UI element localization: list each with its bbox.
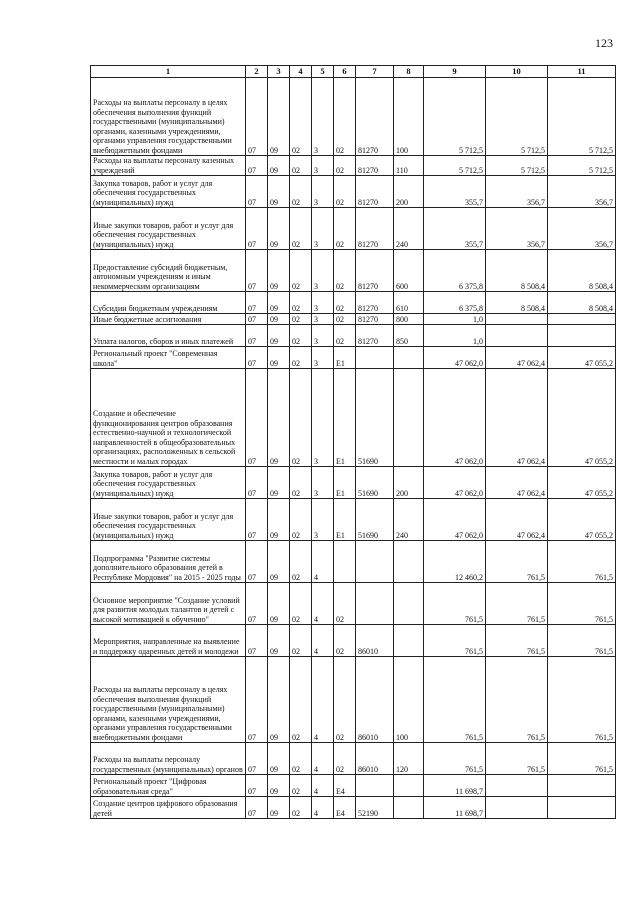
amount-cell: 355,7	[424, 208, 486, 250]
amount-cell: 47 062,0	[424, 369, 486, 467]
code-cell: 120	[394, 743, 424, 775]
code-cell: 02	[334, 250, 356, 292]
code-cell: 09	[268, 250, 290, 292]
code-cell: 600	[394, 250, 424, 292]
amount-cell: 761,5	[486, 657, 548, 743]
row-name-cell: Региональный проект "Цифровая образовательная среда"	[91, 775, 246, 797]
amount-cell: 356,7	[486, 208, 548, 250]
table-row	[91, 176, 616, 208]
code-cell	[356, 775, 394, 797]
amount-cell: 11 698,7	[424, 775, 486, 797]
column-header: 6	[334, 66, 356, 78]
code-cell: 02	[290, 743, 312, 775]
column-header: 3	[268, 66, 290, 78]
code-cell	[356, 347, 394, 369]
amount-cell: 5 712,5	[424, 78, 486, 156]
table-row	[91, 583, 616, 625]
code-cell: 02	[334, 176, 356, 208]
code-cell: 81270	[356, 156, 394, 176]
code-cell: 4	[312, 583, 334, 625]
code-cell: 100	[394, 78, 424, 156]
amount-cell: 5 712,5	[548, 156, 616, 176]
code-cell: 07	[246, 347, 268, 369]
code-cell: 3	[312, 325, 334, 347]
amount-cell: 8 508,4	[486, 292, 548, 314]
code-cell: E4	[334, 797, 356, 819]
code-cell: 4	[312, 797, 334, 819]
amount-cell: 47 062,4	[486, 347, 548, 369]
code-cell: 09	[268, 775, 290, 797]
amount-cell	[486, 775, 548, 797]
code-cell: 09	[268, 499, 290, 541]
amount-cell: 12 460,2	[424, 541, 486, 583]
amount-cell	[548, 797, 616, 819]
table-header-row	[91, 66, 616, 78]
code-cell	[394, 541, 424, 583]
row-name-cell: Субсидии бюджетным учреждениям	[91, 292, 246, 314]
amount-cell	[548, 325, 616, 347]
code-cell: 09	[268, 467, 290, 499]
amount-cell: 8 508,4	[548, 250, 616, 292]
code-cell: 850	[394, 325, 424, 347]
code-cell: 86010	[356, 657, 394, 743]
code-cell: 81270	[356, 292, 394, 314]
code-cell: 3	[312, 314, 334, 325]
amount-cell: 761,5	[486, 625, 548, 657]
column-header: 9	[424, 66, 486, 78]
table-row	[91, 369, 616, 467]
code-cell: 3	[312, 292, 334, 314]
code-cell: 86010	[356, 625, 394, 657]
table-row	[91, 499, 616, 541]
code-cell: 02	[334, 325, 356, 347]
column-header: 11	[548, 66, 616, 78]
code-cell: 02	[334, 743, 356, 775]
amount-cell: 761,5	[548, 743, 616, 775]
amount-cell: 8 508,4	[486, 250, 548, 292]
row-name-cell: Расходы на выплаты персоналу в целях обеспечения выполнения функций государственными (муниципальными) органами, казенными учреждениями, органами управления государственными внебюджетными фондами	[91, 657, 246, 743]
code-cell: 86010	[356, 743, 394, 775]
code-cell: 81270	[356, 325, 394, 347]
code-cell: 02	[290, 156, 312, 176]
row-name-cell: Мероприятия, направленные на выявление и поддержку одаренных детей и молодежи	[91, 625, 246, 657]
code-cell: 3	[312, 467, 334, 499]
code-cell: 07	[246, 156, 268, 176]
table-row	[91, 314, 616, 325]
row-name-cell: Предоставление субсидий бюджетным, автономным учреждениям и иным некоммерческим организациям	[91, 250, 246, 292]
amount-cell	[548, 314, 616, 325]
code-cell: 51690	[356, 467, 394, 499]
code-cell: 09	[268, 314, 290, 325]
code-cell: 02	[334, 292, 356, 314]
amount-cell: 5 712,5	[548, 78, 616, 156]
row-name-cell: Закупка товаров, работ и услуг для обеспечения государственных (муниципальных) нужд	[91, 176, 246, 208]
column-header: 4	[290, 66, 312, 78]
row-name-cell: Расходы на выплаты персоналу казенных учреждений	[91, 156, 246, 176]
code-cell: 02	[290, 347, 312, 369]
code-cell: 09	[268, 625, 290, 657]
code-cell: 52190	[356, 797, 394, 819]
amount-cell: 47 062,4	[486, 369, 548, 467]
row-name-cell: Создание центров цифрового образования детей	[91, 797, 246, 819]
code-cell: 07	[246, 176, 268, 208]
column-header: 7	[356, 66, 394, 78]
code-cell: 02	[290, 797, 312, 819]
table-row	[91, 797, 616, 819]
code-cell: 07	[246, 743, 268, 775]
row-name-cell: Расходы на выплаты персоналу государственных (муниципальных) органов	[91, 743, 246, 775]
row-name-cell: Иные закупки товаров, работ и услуг для обеспечения государственных (муниципальных) нужд	[91, 208, 246, 250]
amount-cell: 761,5	[548, 541, 616, 583]
code-cell: 09	[268, 369, 290, 467]
amount-cell: 761,5	[486, 743, 548, 775]
table-row	[91, 467, 616, 499]
code-cell: 07	[246, 250, 268, 292]
amount-cell: 761,5	[486, 583, 548, 625]
row-name-cell: Подпрограмма "Развитие системы дополнительного образования детей в Республике Мордовия" на 2015 - 2025 годы	[91, 541, 246, 583]
code-cell	[394, 583, 424, 625]
code-cell	[394, 347, 424, 369]
table-row	[91, 775, 616, 797]
amount-cell: 47 062,4	[486, 499, 548, 541]
amount-cell: 47 055,2	[548, 369, 616, 467]
code-cell: 02	[290, 775, 312, 797]
code-cell: 02	[290, 208, 312, 250]
amount-cell	[486, 314, 548, 325]
code-cell: 02	[290, 369, 312, 467]
amount-cell: 1,0	[424, 314, 486, 325]
table-row	[91, 292, 616, 314]
amount-cell: 5 712,5	[486, 156, 548, 176]
column-header: 1	[91, 66, 246, 78]
table-body	[91, 78, 616, 819]
table-row	[91, 325, 616, 347]
code-cell: 07	[246, 78, 268, 156]
code-cell: 07	[246, 314, 268, 325]
code-cell: 09	[268, 797, 290, 819]
code-cell: E1	[334, 467, 356, 499]
table-row	[91, 743, 616, 775]
amount-cell: 1,0	[424, 325, 486, 347]
table-row	[91, 78, 616, 156]
code-cell: 81270	[356, 78, 394, 156]
code-cell: 02	[334, 156, 356, 176]
column-header: 8	[394, 66, 424, 78]
code-cell: 07	[246, 541, 268, 583]
row-name-cell: Иные бюджетные ассигнования	[91, 314, 246, 325]
column-header: 10	[486, 66, 548, 78]
code-cell: 09	[268, 325, 290, 347]
code-cell: 09	[268, 292, 290, 314]
code-cell	[394, 369, 424, 467]
code-cell: 09	[268, 657, 290, 743]
amount-cell: 8 508,4	[548, 292, 616, 314]
code-cell: 3	[312, 156, 334, 176]
code-cell: 07	[246, 208, 268, 250]
code-cell: 3	[312, 208, 334, 250]
code-cell: 02	[290, 176, 312, 208]
code-cell: 100	[394, 657, 424, 743]
amount-cell: 761,5	[424, 583, 486, 625]
code-cell: 07	[246, 625, 268, 657]
table-row	[91, 541, 616, 583]
code-cell: 09	[268, 78, 290, 156]
amount-cell: 11 698,7	[424, 797, 486, 819]
code-cell: 4	[312, 657, 334, 743]
code-cell: 02	[290, 78, 312, 156]
code-cell: 3	[312, 250, 334, 292]
row-name-cell: Закупка товаров, работ и услуг для обеспечения государственных (муниципальных) нужд	[91, 467, 246, 499]
row-name-cell: Расходы на выплаты персоналу в целях обеспечения выполнения функций государственными (муниципальными) органами, казенными учреждениями, органами управления государственными внебюджетными фондами	[91, 78, 246, 156]
code-cell: 09	[268, 156, 290, 176]
amount-cell: 6 375,8	[424, 292, 486, 314]
code-cell	[356, 541, 394, 583]
code-cell: 07	[246, 775, 268, 797]
amount-cell: 761,5	[424, 657, 486, 743]
amount-cell: 5 712,5	[424, 156, 486, 176]
amount-cell: 761,5	[424, 743, 486, 775]
code-cell: 02	[290, 541, 312, 583]
code-cell: 51690	[356, 499, 394, 541]
amount-cell: 761,5	[486, 541, 548, 583]
code-cell: 07	[246, 369, 268, 467]
code-cell: 07	[246, 657, 268, 743]
amount-cell: 47 055,2	[548, 467, 616, 499]
amount-cell	[486, 325, 548, 347]
code-cell	[394, 797, 424, 819]
code-cell: 02	[290, 583, 312, 625]
code-cell: 02	[290, 325, 312, 347]
table-row	[91, 657, 616, 743]
code-cell: 800	[394, 314, 424, 325]
code-cell: 07	[246, 583, 268, 625]
row-name-cell: Основное мероприятие "Создание условий для развития молодых талантов и детей с высокой мотивацией к обучению"	[91, 583, 246, 625]
code-cell: 02	[290, 314, 312, 325]
amount-cell: 761,5	[424, 625, 486, 657]
code-cell: 3	[312, 369, 334, 467]
page-number: 123	[595, 36, 613, 50]
amount-cell: 761,5	[548, 583, 616, 625]
code-cell: 09	[268, 541, 290, 583]
code-cell: 3	[312, 499, 334, 541]
amount-cell: 356,7	[548, 208, 616, 250]
amount-cell: 47 055,2	[548, 347, 616, 369]
code-cell	[394, 775, 424, 797]
code-cell: 02	[290, 467, 312, 499]
code-cell: 07	[246, 325, 268, 347]
code-cell: 02	[334, 78, 356, 156]
code-cell: 51690	[356, 369, 394, 467]
code-cell: 3	[312, 347, 334, 369]
code-cell: 02	[334, 583, 356, 625]
row-name-cell: Иные закупки товаров, работ и услуг для обеспечения государственных (муниципальных) нужд	[91, 499, 246, 541]
amount-cell: 761,5	[548, 657, 616, 743]
table-row	[91, 250, 616, 292]
code-cell: 240	[394, 208, 424, 250]
amount-cell: 47 062,0	[424, 347, 486, 369]
code-cell: 200	[394, 176, 424, 208]
code-cell: 09	[268, 347, 290, 369]
code-cell: 02	[334, 314, 356, 325]
row-name-cell: Региональный проект "Современная школа"	[91, 347, 246, 369]
table-row	[91, 347, 616, 369]
budget-table	[90, 65, 616, 819]
code-cell: 07	[246, 467, 268, 499]
code-cell: 240	[394, 499, 424, 541]
code-cell: 4	[312, 743, 334, 775]
amount-cell: 356,7	[548, 176, 616, 208]
code-cell: E1	[334, 499, 356, 541]
code-cell: 110	[394, 156, 424, 176]
code-cell: 3	[312, 78, 334, 156]
code-cell: 07	[246, 499, 268, 541]
code-cell: 02	[290, 499, 312, 541]
amount-cell: 47 055,2	[548, 499, 616, 541]
code-cell: 09	[268, 176, 290, 208]
code-cell: 09	[268, 583, 290, 625]
amount-cell: 761,5	[548, 625, 616, 657]
table-row	[91, 156, 616, 176]
code-cell: 81270	[356, 176, 394, 208]
code-cell: 09	[268, 743, 290, 775]
code-cell: 81270	[356, 208, 394, 250]
amount-cell: 5 712,5	[486, 78, 548, 156]
code-cell: 02	[334, 625, 356, 657]
code-cell: E1	[334, 369, 356, 467]
amount-cell: 47 062,4	[486, 467, 548, 499]
code-cell: 81270	[356, 250, 394, 292]
code-cell: 09	[268, 208, 290, 250]
table-row	[91, 625, 616, 657]
code-cell	[394, 625, 424, 657]
code-cell	[334, 541, 356, 583]
amount-cell	[548, 775, 616, 797]
code-cell: 4	[312, 541, 334, 583]
code-cell: 200	[394, 467, 424, 499]
table-row	[91, 208, 616, 250]
code-cell: 02	[290, 657, 312, 743]
code-cell: 02	[290, 292, 312, 314]
code-cell: 02	[334, 657, 356, 743]
row-name-cell: Уплата налогов, сборов и иных платежей	[91, 325, 246, 347]
code-cell: E4	[334, 775, 356, 797]
amount-cell: 355,7	[424, 176, 486, 208]
code-cell	[356, 583, 394, 625]
code-cell: 02	[334, 208, 356, 250]
code-cell: 3	[312, 176, 334, 208]
code-cell: 4	[312, 625, 334, 657]
code-cell: 07	[246, 797, 268, 819]
code-cell: 81270	[356, 314, 394, 325]
amount-cell: 6 375,8	[424, 250, 486, 292]
row-name-cell: Создание и обеспечение функционирования центров образования естественно-научной и технологической направленностей в общеобразовательных организациях, расположенных в сельской местности и малых городах	[91, 369, 246, 467]
amount-cell: 47 062,0	[424, 467, 486, 499]
amount-cell: 356,7	[486, 176, 548, 208]
code-cell: 4	[312, 775, 334, 797]
amount-cell	[486, 797, 548, 819]
code-cell: 02	[290, 625, 312, 657]
code-cell: 07	[246, 292, 268, 314]
column-header: 2	[246, 66, 268, 78]
amount-cell: 47 062,0	[424, 499, 486, 541]
column-header: 5	[312, 66, 334, 78]
code-cell: E1	[334, 347, 356, 369]
code-cell: 02	[290, 250, 312, 292]
code-cell: 610	[394, 292, 424, 314]
